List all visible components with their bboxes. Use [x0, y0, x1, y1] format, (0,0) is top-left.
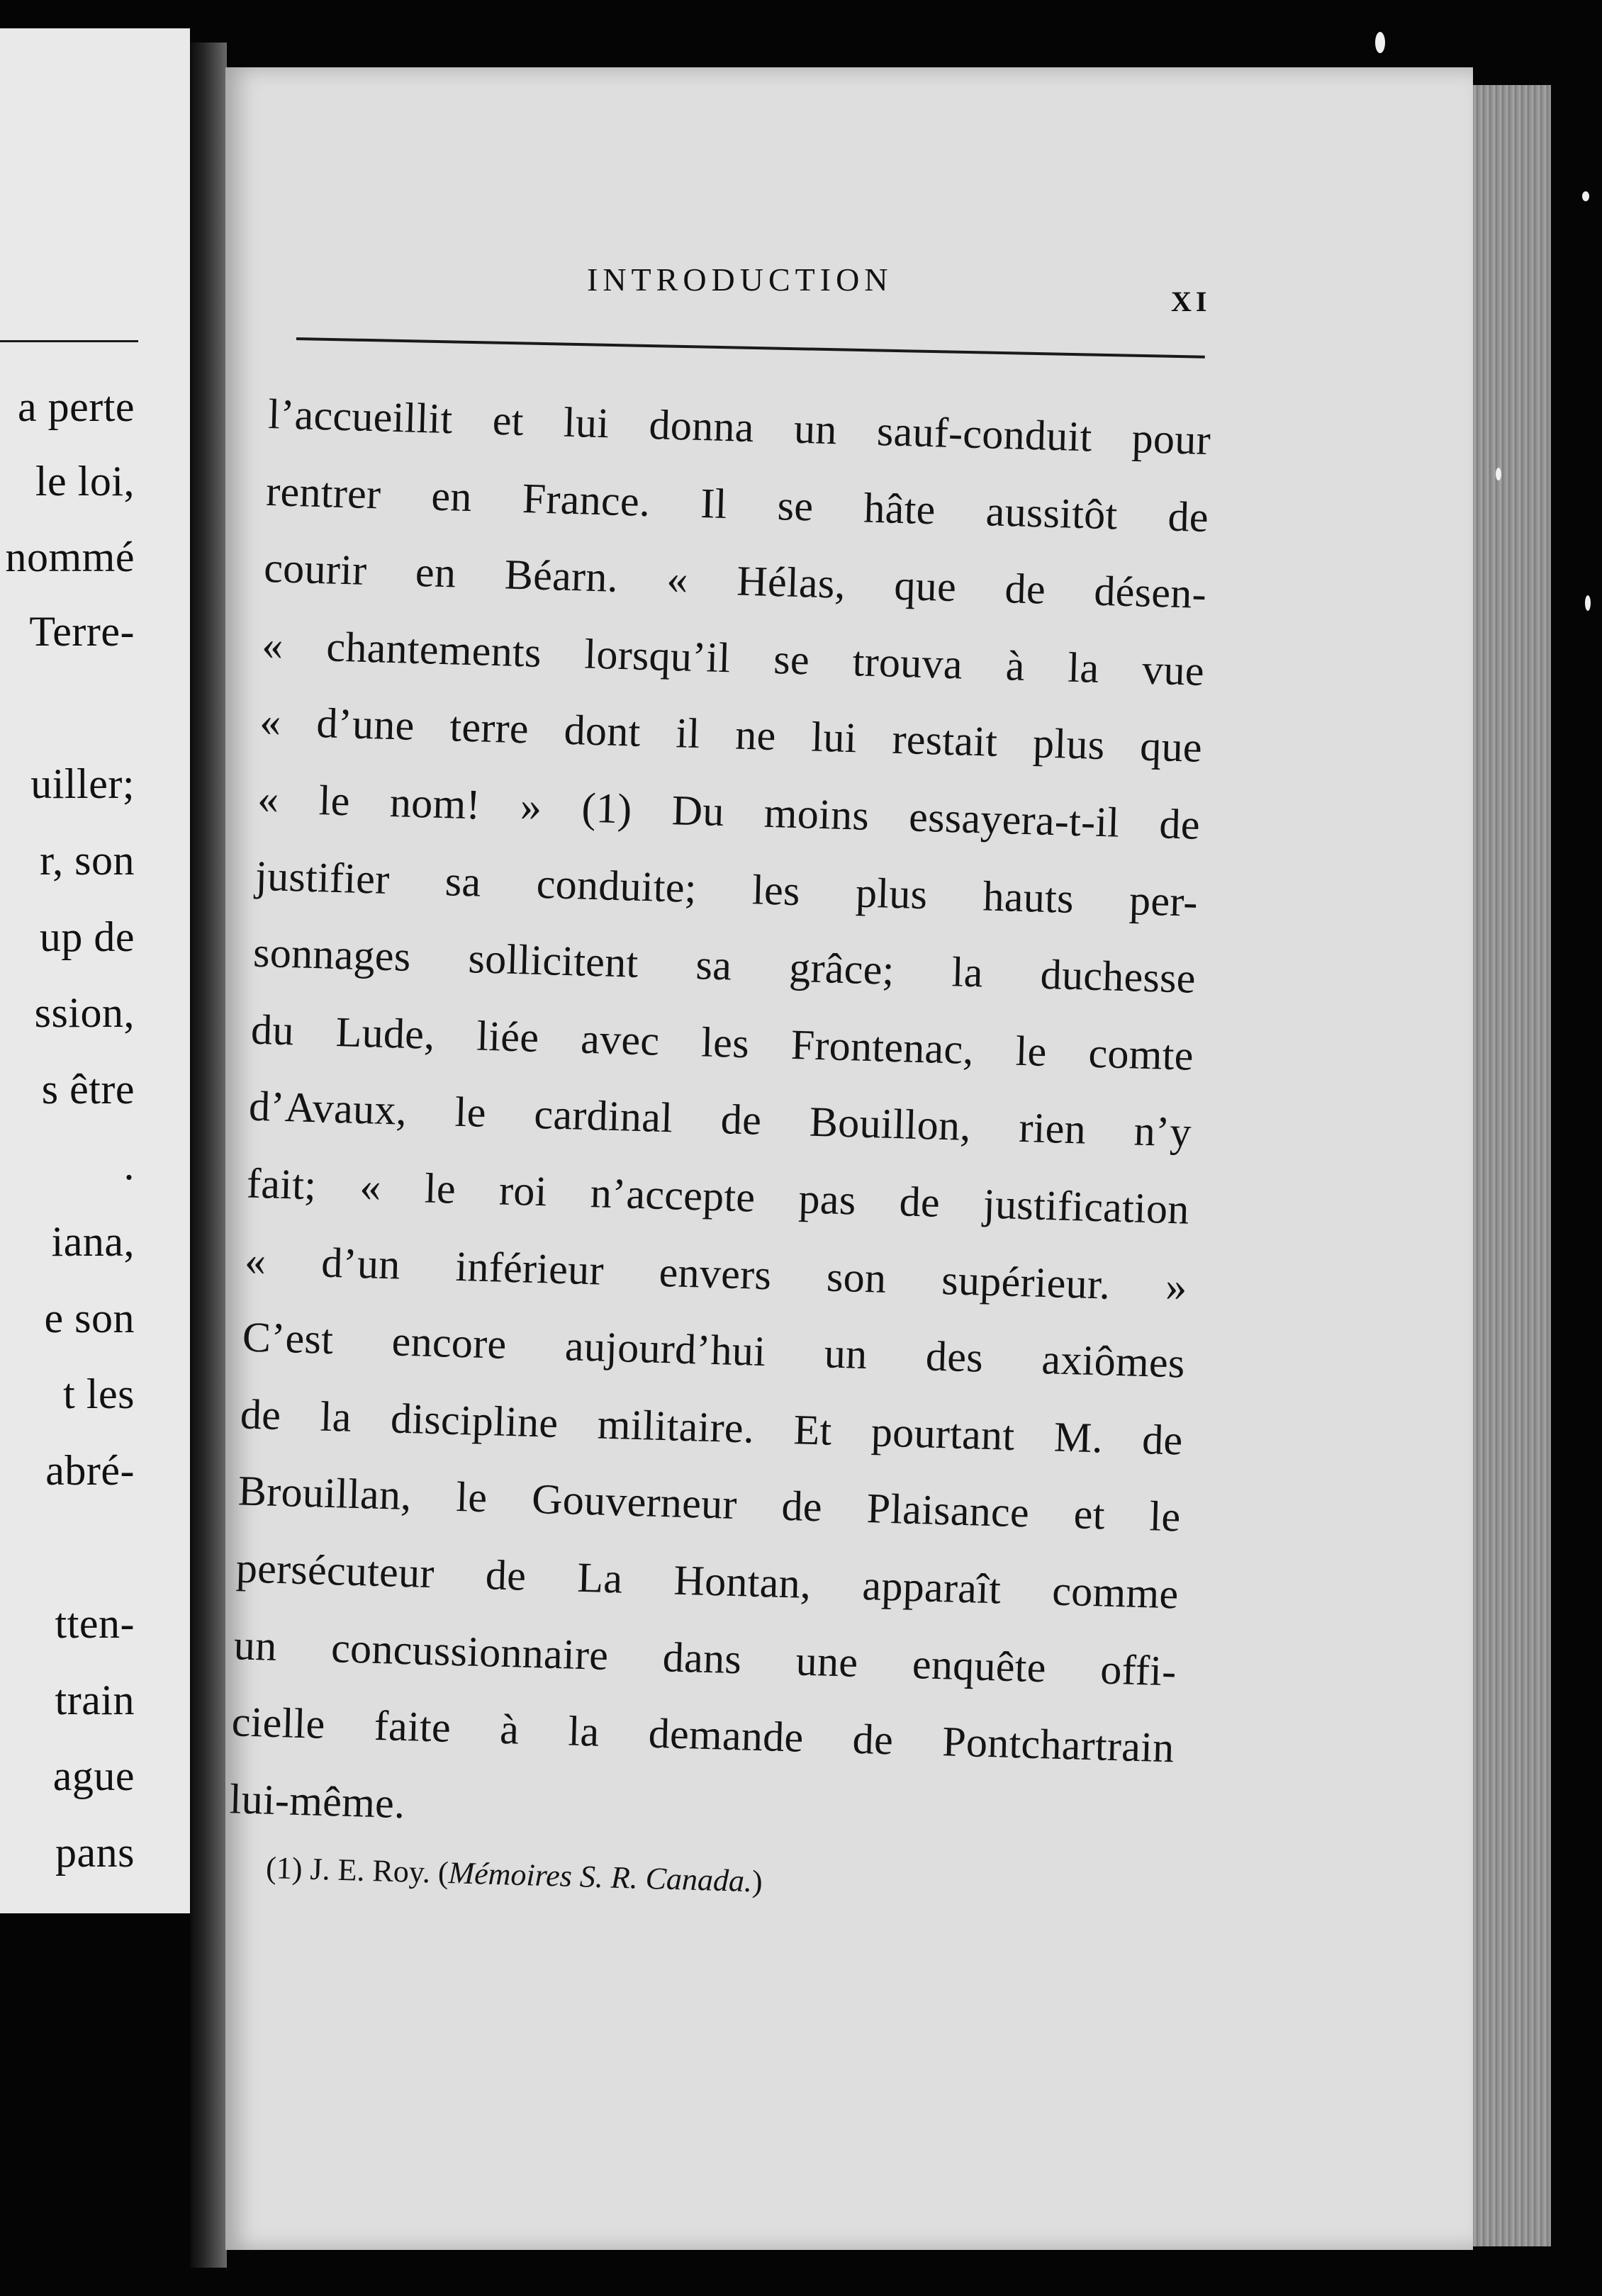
- scan-speck: [1585, 595, 1591, 611]
- left-page-line: le loi,: [35, 458, 135, 505]
- left-page-line: e son: [44, 1295, 135, 1341]
- left-page-line: ssion,: [34, 989, 135, 1036]
- edge-shadow: [1551, 71, 1602, 2268]
- binding-gutter: [190, 43, 227, 2268]
- left-page-line: ague: [52, 1752, 135, 1799]
- left-page-line: s être: [41, 1066, 135, 1113]
- text-line: rentrer en France. Il se hâte aussitôt de: [265, 467, 1209, 541]
- text-line: lui-même.: [228, 1774, 406, 1827]
- left-page-line: pans: [55, 1829, 135, 1876]
- text-line: persécuteur de La Hontan, apparaît comme: [235, 1544, 1180, 1618]
- left-page: [0, 28, 190, 1913]
- text-line: Brouillan, le Gouverneur de Plaisance et le: [237, 1467, 1182, 1541]
- body-text: [228, 376, 1211, 1864]
- text-line: « chantements lorsqu’il se trouva à la vue: [261, 621, 1205, 694]
- footnote-reference: (1) J. E. Roy. (: [265, 1850, 449, 1891]
- text-line: cielle faite à la demande de Pontchartrain: [231, 1698, 1175, 1772]
- left-page-line: train: [55, 1677, 135, 1723]
- left-page-line: nommé: [5, 534, 135, 580]
- left-page-line: tten-: [55, 1600, 135, 1647]
- text-line: C’est encore aujourd’hui un des axiômes: [242, 1313, 1186, 1387]
- left-page-line: t les: [63, 1371, 135, 1417]
- footnote-close: ): [751, 1864, 763, 1899]
- left-page-line: abré-: [45, 1447, 135, 1494]
- text-line: « le nom! » (1) Du moins essayera-t-il de: [257, 775, 1201, 848]
- left-page-line: iana,: [51, 1218, 135, 1265]
- text-line: justifier sa conduite; les plus hauts per-: [254, 852, 1199, 925]
- footnote-title: Mémoires S. R. Canada.: [447, 1855, 753, 1899]
- page-number: XI: [1171, 286, 1211, 317]
- text-line: un concussionnaire dans une enquête offi-: [233, 1621, 1177, 1694]
- text-line: courir en Béarn. « Hélas, que de désen-: [263, 544, 1207, 618]
- left-page-line: uiller;: [30, 760, 135, 807]
- running-head: INTRODUCTION: [587, 261, 893, 298]
- left-page-line: Terre-: [29, 608, 135, 655]
- left-page-line: r, son: [40, 837, 135, 884]
- scan-speck: [1582, 191, 1589, 201]
- text-line: l’accueillit et lui donna un sauf-conduit pour: [267, 390, 1211, 464]
- text-line: fait; « le roi n’accepte pas de justification: [246, 1159, 1190, 1233]
- scan-speck: [1496, 468, 1501, 480]
- page-edges: [1473, 85, 1551, 2246]
- text-line: de la discipline militaire. Et pourtant M. de: [240, 1390, 1184, 1464]
- text-line: d’Avaux, le cardinal de Bouillon, rien n’y: [248, 1082, 1192, 1157]
- left-page-line: .: [123, 1142, 135, 1188]
- text-line: « d’un inférieur envers son supérieur. »: [244, 1237, 1188, 1310]
- text-line: « d’une terre dont il ne lui restait plus que: [259, 698, 1203, 772]
- scan-speck: [1375, 32, 1385, 53]
- left-page-line: up de: [39, 913, 135, 960]
- left-page-line: a perte: [17, 383, 135, 430]
- left-page-header-rule: [0, 340, 138, 342]
- text-line: du Lude, liée avec les Frontenac, le comte: [250, 1006, 1194, 1079]
- text-line: sonnages sollicitent sa grâce; la duchesse: [252, 928, 1197, 1002]
